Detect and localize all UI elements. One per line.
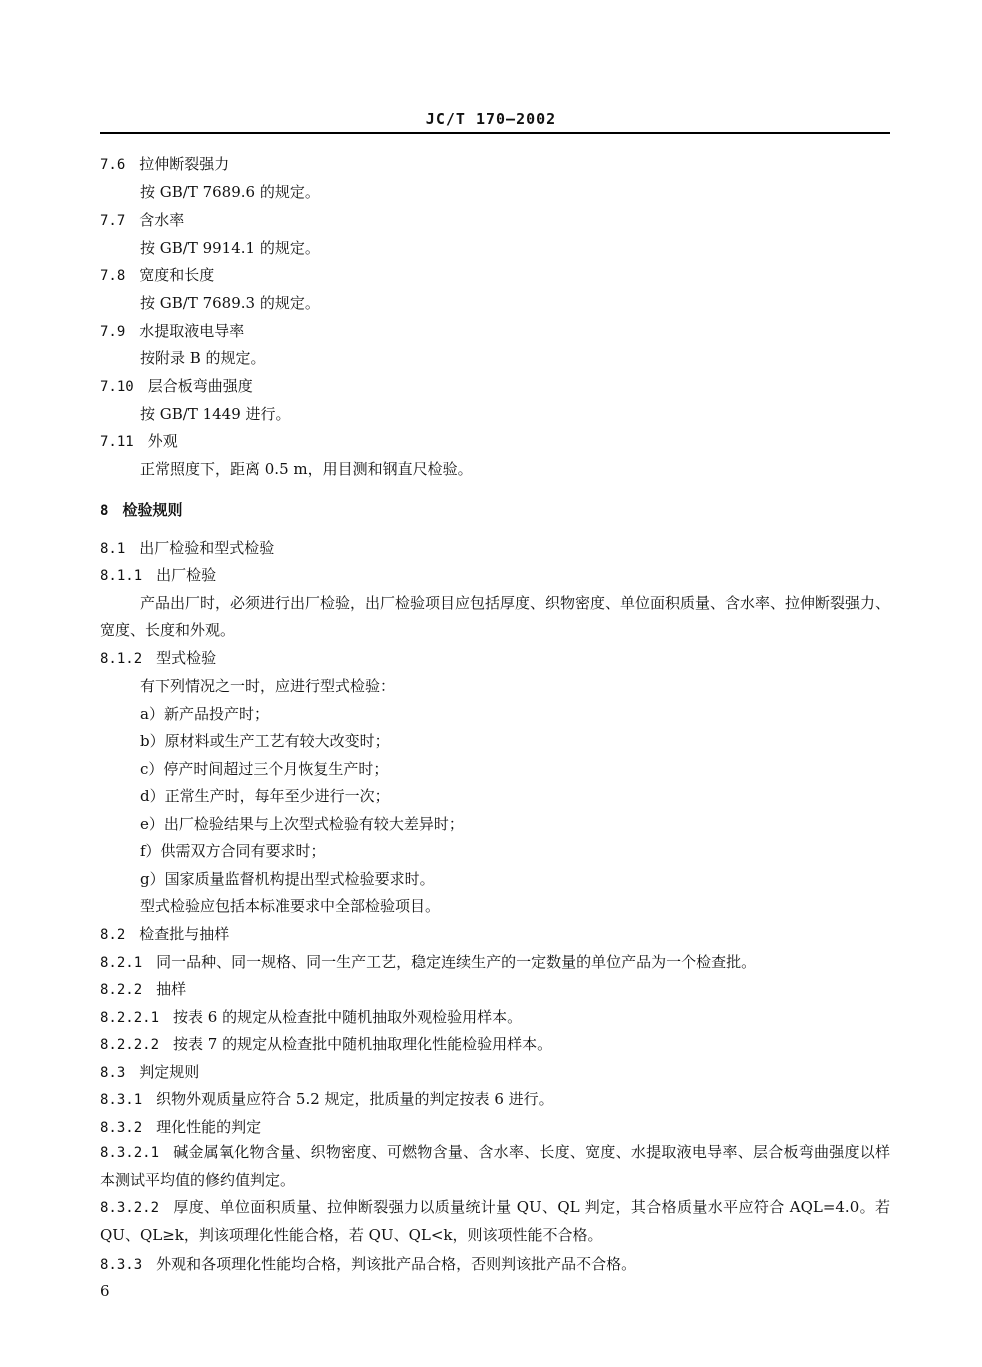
- section-number: 8.3.3: [100, 1257, 143, 1273]
- section-title: 外观: [147, 432, 178, 450]
- section-8-1-2-closing: 型式检验应包括本标准要求中全部检验项目。: [140, 897, 441, 915]
- section-number: 7.11: [100, 434, 134, 450]
- section-title: 拉伸断裂强力: [139, 155, 230, 173]
- section-number: 8.2: [100, 927, 126, 943]
- section-body: 外观和各项理化性能均合格，判该批产品合格，否则判该批产品不合格。: [156, 1255, 637, 1273]
- section-8-1-1-heading: [100, 565, 216, 586]
- section-7-7-body: 按 GB/T 9914.1 的规定。: [140, 239, 320, 257]
- section-number: 8.3.1: [100, 1092, 143, 1108]
- section-title: 出厂检验: [156, 566, 217, 584]
- list-item: d）正常生产时，每年至少进行一次；: [140, 787, 390, 805]
- section-7-11-body: 正常照度下，距离 0.5 m，用目测和钢直尺检验。: [140, 460, 473, 478]
- section-title: 水提取液电导率: [139, 322, 245, 340]
- section-title: 检验规则: [122, 501, 183, 519]
- section-8-2-2-heading: [100, 979, 186, 1000]
- section-number: 8.2.1: [100, 955, 143, 971]
- section-8-3-2-heading: [100, 1117, 261, 1138]
- section-number: 8.1: [100, 541, 126, 557]
- section-8-heading: [100, 500, 182, 521]
- section-number: 7.7: [100, 213, 126, 229]
- section-number: 8.3: [100, 1065, 126, 1081]
- section-title: 出厂检验和型式检验: [139, 539, 275, 557]
- section-title: 宽度和长度: [139, 266, 215, 284]
- section-body: 按表 6 的规定从检查批中随机抽取外观检验用样本。: [173, 1008, 523, 1026]
- page-header: JC/T 170—2002: [425, 110, 557, 128]
- section-number: 7.9: [100, 324, 126, 340]
- list-item: b）原材料或生产工艺有较大改变时；: [140, 732, 390, 750]
- section-number: 8.1.2: [100, 651, 143, 667]
- section-7-10-body: 按 GB/T 1449 进行。: [140, 405, 291, 423]
- section-7-6-heading: [100, 154, 229, 175]
- section-8-3-3: [100, 1254, 636, 1275]
- section-body: 厚度、单位面积质量、拉伸断裂强力以质量统计量 QU、QL 判定，其合格质量水平应符合 AQL=4.0。若 QU、QL≥k，判该项理化性能合格，若 QU、QL<k，则该项性能不合格。: [100, 1198, 890, 1244]
- header-rule: [100, 132, 890, 134]
- section-8-1-2-heading: [100, 648, 216, 669]
- section-number: 8.2.2.1: [100, 1010, 160, 1026]
- section-title: 抽样: [156, 980, 187, 998]
- section-8-3-2-1: [100, 1139, 890, 1194]
- section-7-6-body: 按 GB/T 7689.6 的规定。: [140, 183, 320, 201]
- section-7-10-heading: [100, 376, 253, 397]
- section-number: 8.2.2: [100, 982, 143, 998]
- list-item: c）停产时间超过三个月恢复生产时；: [140, 760, 389, 778]
- section-title: 含水率: [139, 211, 185, 229]
- section-title: 型式检验: [156, 649, 217, 667]
- section-title: 理化性能的判定: [156, 1118, 262, 1136]
- section-title: 判定规则: [139, 1063, 200, 1081]
- section-8-2-2-2: [100, 1034, 552, 1055]
- section-number: 7.10: [100, 379, 134, 395]
- section-number: 8.2.2.2: [100, 1037, 160, 1053]
- section-number: 7.6: [100, 157, 126, 173]
- section-title: 检查批与抽样: [139, 925, 230, 943]
- section-number: 7.8: [100, 268, 126, 284]
- page-number: 6: [100, 1282, 110, 1300]
- section-8-1-2-intro: 有下列情况之一时，应进行型式检验：: [140, 677, 396, 695]
- section-8-3-2-2: [100, 1194, 890, 1249]
- section-7-8-heading: [100, 265, 214, 286]
- list-item: e）出厂检验结果与上次型式检验有较大差异时；: [140, 815, 464, 833]
- list-item: g）国家质量监督机构提出型式检验要求时。: [140, 870, 435, 888]
- section-body: 织物外观质量应符合 5.2 规定，批质量的判定按表 6 进行。: [156, 1090, 554, 1108]
- section-7-11-heading: [100, 431, 178, 452]
- section-7-8-body: 按 GB/T 7689.3 的规定。: [140, 294, 320, 312]
- section-8-3-heading: [100, 1062, 199, 1083]
- section-7-9-body: 按附录 B 的规定。: [140, 349, 266, 367]
- section-number: 8.3.2.2: [100, 1200, 160, 1216]
- section-body: 同一品种、同一规格、同一生产工艺，稳定连续生产的一定数量的单位产品为一个检查批。: [156, 953, 757, 971]
- list-item: a）新产品投产时；: [140, 705, 269, 723]
- section-body: 按表 7 的规定从检查批中随机抽取理化性能检验用样本。: [173, 1035, 553, 1053]
- section-number: 8.1.1: [100, 568, 143, 584]
- section-8-2-1: [100, 952, 756, 973]
- section-number: 8: [100, 503, 109, 519]
- list-item: f）供需双方合同有要求时；: [140, 842, 326, 860]
- section-8-1-1-body: 产品出厂时，必须进行出厂检验，出厂检验项目应包括厚度、织物密度、单位面积质量、含水率、拉伸断裂强力、宽度、长度和外观。: [100, 594, 891, 639]
- section-8-2-heading: [100, 924, 229, 945]
- section-8-2-2-1: [100, 1007, 522, 1028]
- section-7-7-heading: [100, 210, 184, 231]
- section-number: 8.3.2.1: [100, 1145, 160, 1161]
- section-7-9-heading: [100, 321, 244, 342]
- section-body: 碱金属氧化物含量、织物密度、可燃物含量、含水率、长度、宽度、水提取液电导率、层合板弯曲强度以样本测试平均值的修约值判定。: [100, 1143, 890, 1189]
- section-8-3-1: [100, 1089, 554, 1110]
- section-8-1-heading: [100, 538, 274, 559]
- section-number: 8.3.2: [100, 1120, 143, 1136]
- section-title: 层合板弯曲强度: [147, 377, 253, 395]
